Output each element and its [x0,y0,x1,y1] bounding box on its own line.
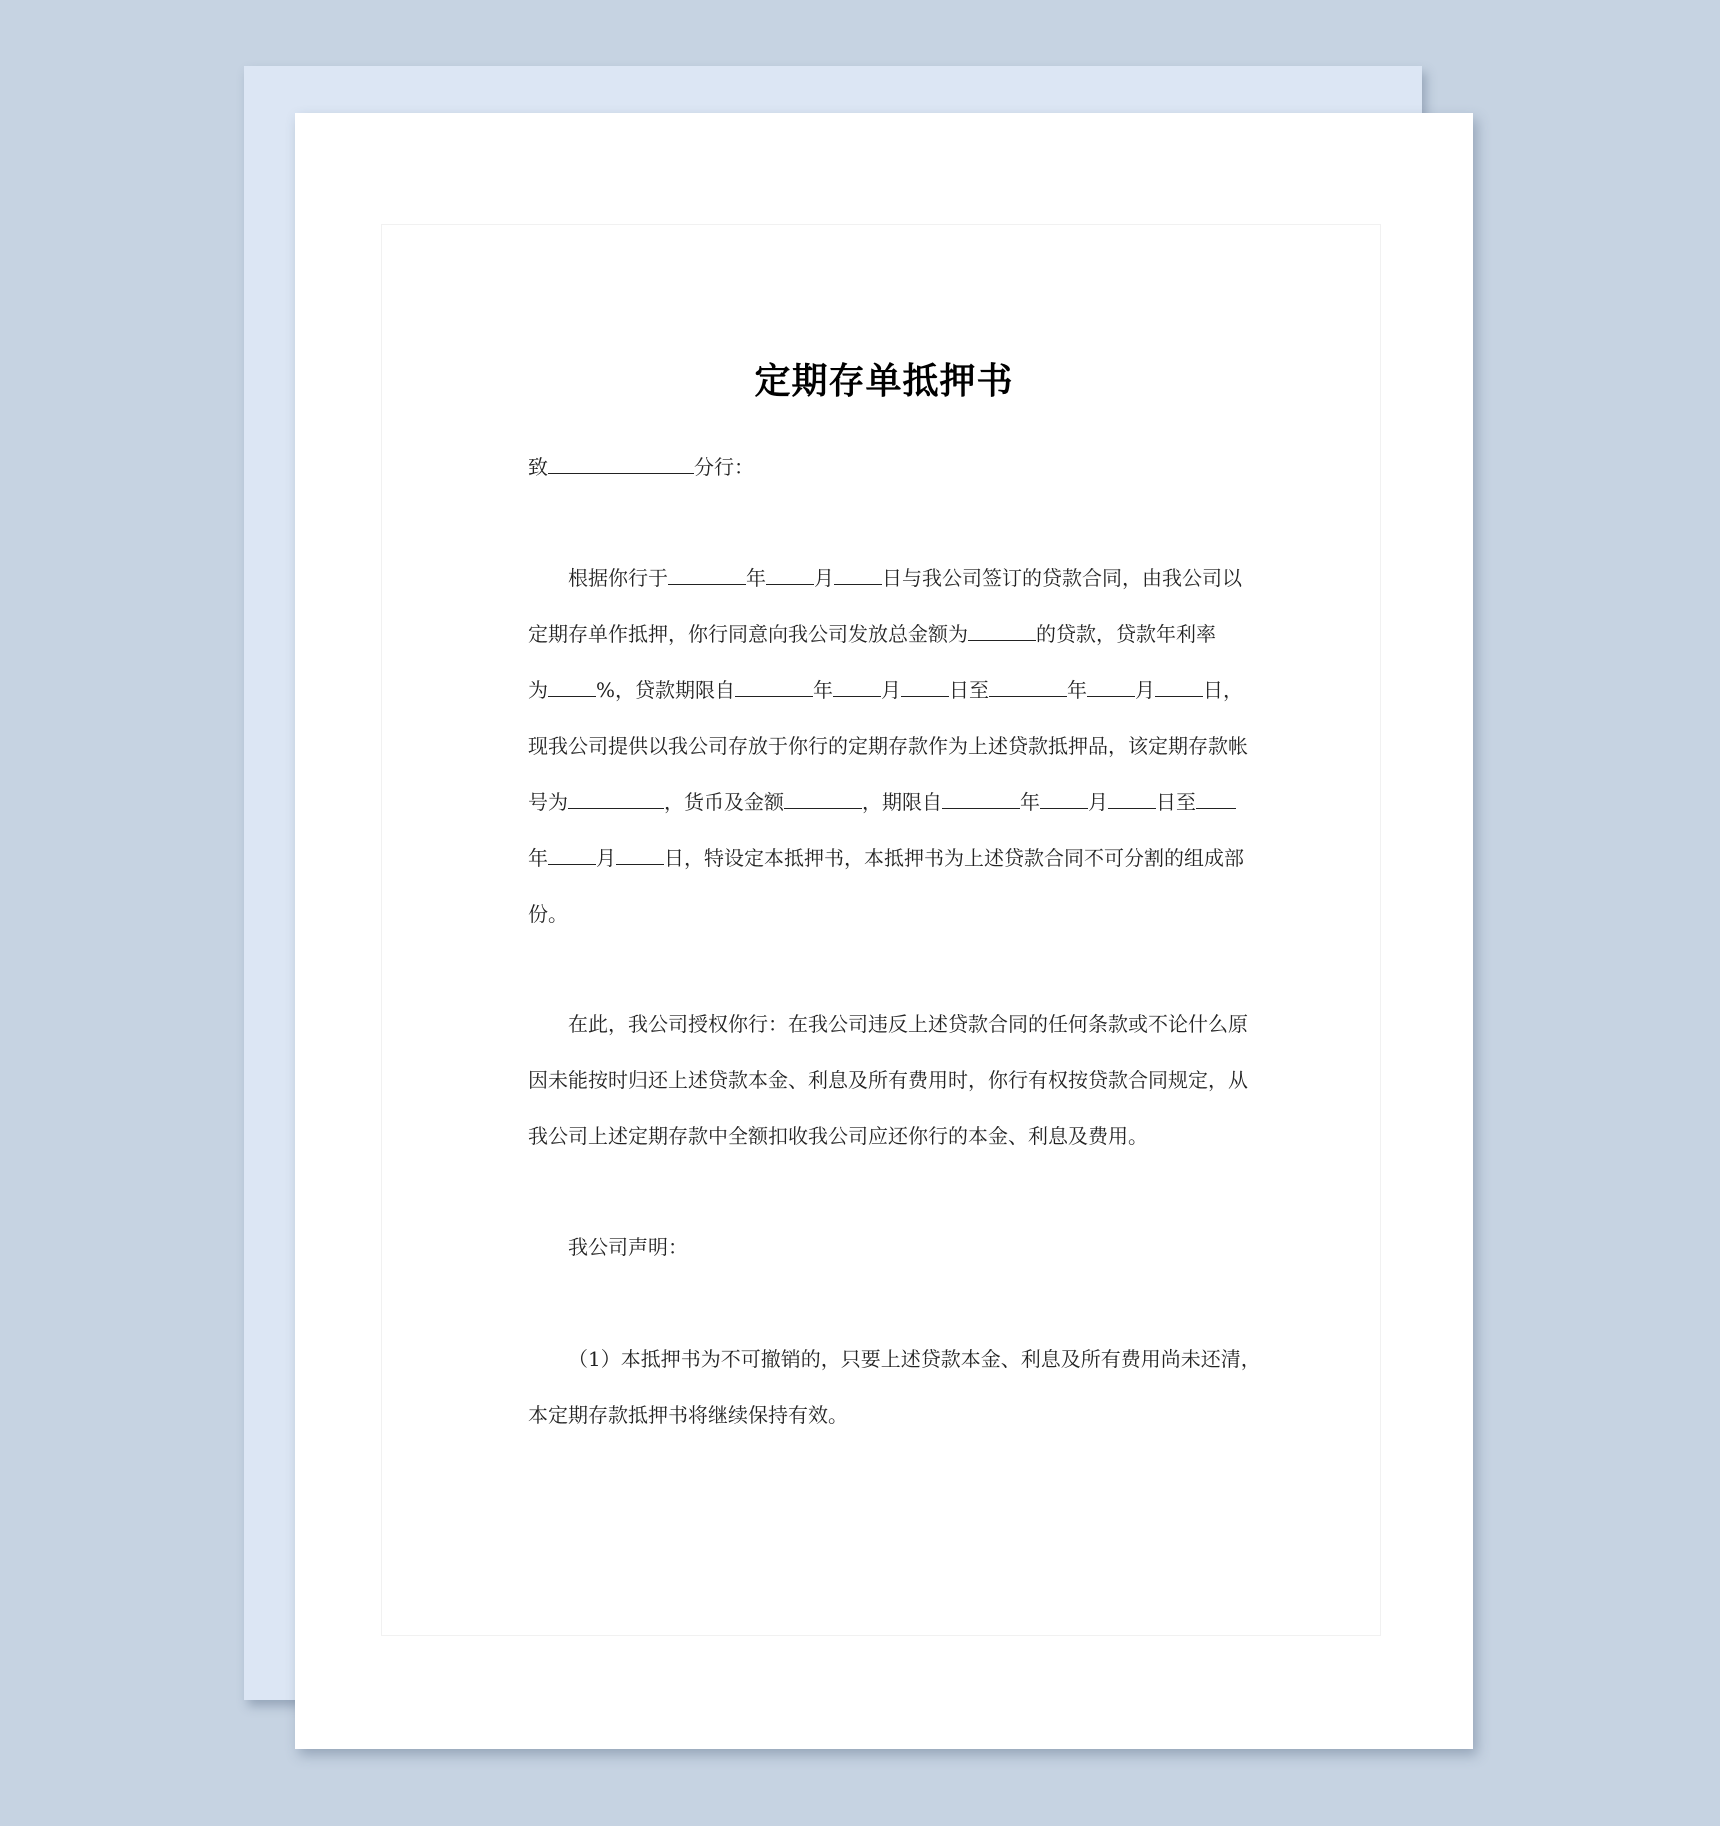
deposit-start-year-blank [942,790,1020,809]
paragraph1-line2: 定期存单作抵押，你行同意向我公司发放总金额为 的贷款，贷款年利率 [528,622,1216,646]
document-title: 定期存单抵押书 [754,361,1014,402]
declaration-heading: 我公司声明： [568,1235,688,1259]
contract-year-blank [668,566,746,585]
paragraph1-line3: 为 %，贷款期限自 年 月 日至 年 月 日， [528,678,1244,702]
paragraph1-line6: 年 月 日，特设定本抵押书，本抵押书为上述贷款合同不可分割的组成部 [528,846,1244,870]
account-number-blank [568,790,664,809]
document-page [295,113,1473,1749]
deposit-end-day-blank [616,846,664,865]
paragraph1-line7: 份。 [528,902,568,926]
contract-day-blank [834,566,882,585]
loan-start-month-blank [833,678,881,697]
paragraph2-line3: 我公司上述定期存款中全额扣收我公司应还你行的本金、利息及费用。 [528,1124,1148,1148]
paragraph1-line1: 根据你行于 年 月 日与我公司签订的贷款合同，由我公司以 [568,566,1242,590]
paragraph2-line1: 在此，我公司授权你行：在我公司违反上述贷款合同的任何条款或不论什么原 [568,1012,1248,1036]
addressee-prefix: 致 [528,455,548,479]
loan-amount-blank [968,622,1036,641]
interest-rate-blank [548,678,596,697]
deposit-start-day-blank [1108,790,1156,809]
loan-end-day-blank [1155,678,1203,697]
deposit-start-month-blank [1040,790,1088,809]
loan-end-month-blank [1087,678,1135,697]
item1-line1: （1）本抵押书为不可撤销的，只要上述贷款本金、利息及所有费用尚未还清， [568,1347,1261,1371]
loan-start-year-blank [735,678,813,697]
paragraph1-line4: 现我公司提供以我公司存放于你行的定期存款作为上述贷款抵押品，该定期存款帐 [528,734,1248,758]
paragraph1-line5: 号为 ，货币及金额 ，期限自 年 月 日至 [528,790,1236,814]
deposit-end-year-blank [1196,790,1236,809]
addressee-suffix: 分行： [694,455,754,479]
paragraph2-line2: 因未能按时归还上述贷款本金、利息及所有费用时，你行有权按贷款合同规定，从 [528,1068,1248,1092]
deposit-end-month-blank [548,846,596,865]
item1-line2: 本定期存款抵押书将继续保持有效。 [528,1403,848,1427]
branch-name-blank [548,455,694,474]
loan-start-day-blank [901,678,949,697]
addressee-line [528,455,754,479]
contract-month-blank [766,566,814,585]
loan-end-year-blank [989,678,1067,697]
currency-amount-blank [784,790,862,809]
